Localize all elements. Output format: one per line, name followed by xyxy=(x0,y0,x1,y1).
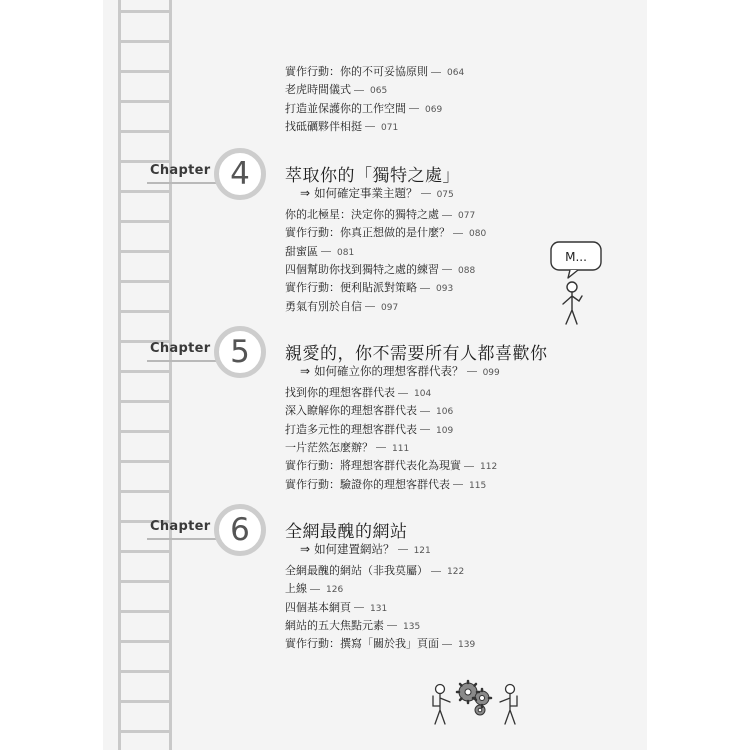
arrow-right-icon: ⇒ xyxy=(300,542,311,556)
ladder-rung xyxy=(118,580,172,583)
toc-entry xyxy=(285,102,442,117)
toc-entry-title: 老虎時間儀式 xyxy=(285,83,351,97)
ladder-rung xyxy=(118,130,172,133)
leader-dash xyxy=(387,625,397,626)
leader-dash xyxy=(409,108,419,109)
leader-dash xyxy=(467,371,477,372)
toc-entry-page: 065 xyxy=(370,86,388,97)
toc-entry-title: 實作行動：你真正想做的是什麼？ xyxy=(285,226,450,240)
chapter-question-text: 如何建置網站？ xyxy=(314,542,395,556)
toc-entry-page: 106 xyxy=(436,407,454,418)
toc-entry-page: 115 xyxy=(469,480,487,491)
gears-figures-illustration xyxy=(430,676,520,726)
chapter-question xyxy=(300,541,431,557)
leader-dash xyxy=(431,72,441,73)
speech-bubble-text: M... xyxy=(565,250,587,264)
toc-entry-page: 131 xyxy=(370,603,388,614)
leader-dash xyxy=(420,411,430,412)
ladder-rung xyxy=(118,40,172,43)
ladder-rung xyxy=(118,670,172,673)
toc-entry-page: 081 xyxy=(337,247,355,258)
chapter-question-page: 075 xyxy=(436,190,454,200)
toc-entry xyxy=(285,582,343,597)
chapter-question xyxy=(300,363,500,379)
toc-entry-page: 071 xyxy=(381,122,399,133)
toc-entry-title: 找砥礪夥伴相挺 xyxy=(285,119,362,133)
ladder-rung xyxy=(118,490,172,493)
toc-entry xyxy=(285,226,486,241)
toc-entry-page: 097 xyxy=(381,302,399,313)
toc-entry-page: 109 xyxy=(436,425,454,436)
toc-entry-title: 四個基本網頁 xyxy=(285,600,351,614)
chapter-question xyxy=(300,185,454,201)
toc-entry xyxy=(285,120,398,135)
leader-dash xyxy=(420,288,430,289)
toc-entry-page: 080 xyxy=(469,229,487,240)
leader-dash xyxy=(421,193,431,194)
toc-entry-page: 126 xyxy=(326,585,344,596)
toc-entry-title: 實作行動：你的不可妥協原則 xyxy=(285,65,428,78)
ladder-rung xyxy=(118,100,172,103)
ladder-rung xyxy=(118,250,172,253)
toc-entry-title: 上線 xyxy=(285,582,307,596)
arrow-right-icon: ⇒ xyxy=(300,186,311,200)
toc-entry xyxy=(285,404,453,419)
leader-dash xyxy=(453,233,463,234)
toc-entry xyxy=(285,208,475,223)
leader-dash xyxy=(464,466,474,467)
toc-entry xyxy=(285,245,354,260)
chapter-title: 全網最醜的網站 xyxy=(285,522,408,542)
leader-dash xyxy=(442,644,452,645)
ladder-rung xyxy=(118,430,172,433)
toc-entry-page: 064 xyxy=(447,68,465,78)
toc-entry-title: 實作行動：便利貼派對策略 xyxy=(285,281,417,295)
chapter-question-page: 121 xyxy=(413,546,431,556)
leader-dash xyxy=(398,549,408,550)
leader-dash xyxy=(398,393,408,394)
chapter-number: 4 xyxy=(214,148,266,200)
ladder-rung xyxy=(118,700,172,703)
toc-entry xyxy=(285,65,464,80)
leader-dash xyxy=(310,589,320,590)
toc-entry-title: 找到你的理想客群代表 xyxy=(285,386,395,399)
toc-entry xyxy=(285,478,486,493)
toc-entry xyxy=(285,423,453,438)
chapter-title: 親愛的，你不需要所有人都喜歡你 xyxy=(285,344,548,364)
ladder-rung xyxy=(118,640,172,643)
chapter-number: 5 xyxy=(214,326,266,378)
leader-dash xyxy=(354,607,364,608)
toc-entry-page: 104 xyxy=(414,389,432,399)
toc-entry-title: 你的北極星：決定你的獨特之處 xyxy=(285,208,439,221)
ladder-rung xyxy=(118,460,172,463)
ladder-rung xyxy=(118,310,172,313)
chapter-question-text: 如何確定事業主題？ xyxy=(314,186,418,200)
toc-entry-title: 深入瞭解你的理想客群代表 xyxy=(285,404,417,418)
thinking-figure-illustration xyxy=(548,238,608,328)
toc-entry xyxy=(285,459,497,474)
toc-entry xyxy=(285,564,464,579)
ladder-rung xyxy=(118,370,172,373)
ladder-graphic xyxy=(118,0,172,750)
toc-entry-page: 135 xyxy=(403,621,421,632)
toc-entry-title: 勇氣有別於自信 xyxy=(285,299,362,313)
toc-entry-title: 網站的五大焦點元素 xyxy=(285,618,384,632)
chapter-title: 萃取你的「獨特之處」 xyxy=(285,166,460,186)
toc-entry-page: 139 xyxy=(458,640,476,651)
toc-entry-page: 077 xyxy=(458,211,476,221)
ladder-rung xyxy=(118,220,172,223)
toc-entry-title: 實作行動：驗證你的理想客群代表 xyxy=(285,477,450,491)
chapter-number: 6 xyxy=(214,504,266,556)
toc-entry-title: 全網最醜的網站（非我莫屬） xyxy=(285,564,428,577)
leader-dash xyxy=(354,90,364,91)
ladder-rung xyxy=(118,280,172,283)
leader-dash xyxy=(453,484,463,485)
ladder-rung xyxy=(118,70,172,73)
toc-entry-page: 069 xyxy=(425,104,443,115)
ladder-rung xyxy=(118,400,172,403)
leader-dash xyxy=(365,126,375,127)
toc-entry-title: 實作行動：撰寫「關於我」頁面 xyxy=(285,637,439,651)
leader-dash xyxy=(376,447,386,448)
toc-entry xyxy=(285,601,387,616)
toc-entry xyxy=(285,619,420,634)
ladder-rung xyxy=(118,190,172,193)
chapter-label: Chapter xyxy=(150,341,211,356)
leader-dash xyxy=(365,306,375,307)
toc-entry-page: 088 xyxy=(458,265,476,276)
ladder-rung xyxy=(118,550,172,553)
leader-dash xyxy=(321,251,331,252)
toc-entry-page: 122 xyxy=(447,567,465,577)
toc-entry-title: 實作行動：將理想客群代表化為現實 xyxy=(285,459,461,473)
leader-dash xyxy=(442,215,452,216)
toc-entry xyxy=(285,441,409,456)
ladder-rung xyxy=(118,730,172,733)
toc-entry-page: 111 xyxy=(392,443,410,454)
ladder-rung xyxy=(118,610,172,613)
chapter-question-text: 如何確立你的理想客群代表？ xyxy=(314,364,464,378)
ladder-rung xyxy=(118,10,172,13)
toc-entry xyxy=(285,83,387,98)
leader-dash xyxy=(420,429,430,430)
ladder-rail xyxy=(169,0,172,750)
toc-entry xyxy=(285,281,453,296)
leader-dash xyxy=(431,571,441,572)
toc-entry-title: 一片茫然怎麼辦？ xyxy=(285,440,373,454)
toc-entry-title: 四個幫助你找到獨特之處的練習 xyxy=(285,262,439,276)
toc-entry xyxy=(285,386,431,401)
toc-entry-page: 112 xyxy=(480,462,498,473)
toc-entry-title: 打造多元性的理想客群代表 xyxy=(285,422,417,436)
arrow-right-icon: ⇒ xyxy=(300,364,311,378)
toc-entry xyxy=(285,300,398,315)
leader-dash xyxy=(442,269,452,270)
chapter-label: Chapter xyxy=(150,163,211,178)
ladder-rail xyxy=(118,0,121,750)
toc-entry-title: 甜蜜區 xyxy=(285,244,318,258)
toc-entry xyxy=(285,637,475,652)
toc-entry-page: 093 xyxy=(436,284,454,295)
chapter-label: Chapter xyxy=(150,519,211,534)
chapter-question-page: 099 xyxy=(482,368,500,378)
toc-entry-title: 打造並保護你的工作空間 xyxy=(285,101,406,115)
toc-entry xyxy=(285,263,475,278)
